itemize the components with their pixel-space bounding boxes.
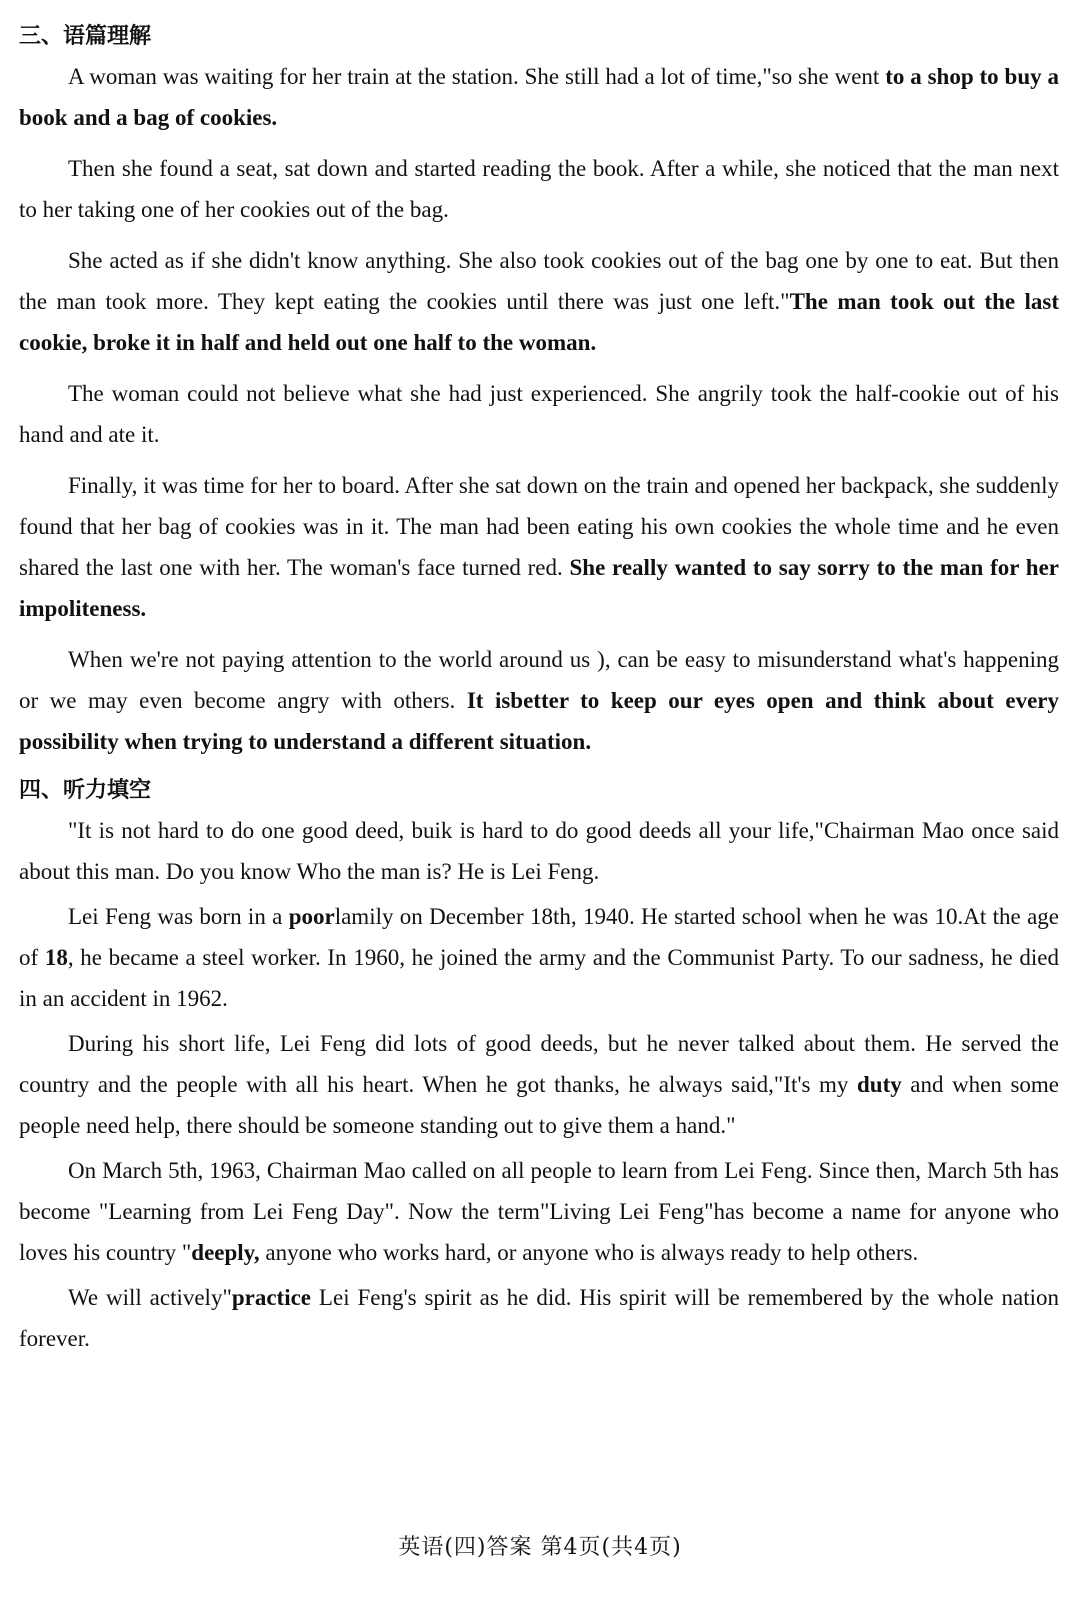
paragraph <box>19 1023 1059 1146</box>
answer-text: The man took out the last cookie, broke it in half and held out one half to the woman. <box>19 289 1059 355</box>
answer-text: 18 <box>44 945 68 970</box>
passage-text: We will actively" <box>68 1285 232 1310</box>
passage-text: The woman could not believe what she had just experienced. She angrily took the half-cookie out of his hand and ate it. <box>19 381 1059 447</box>
paragraph <box>19 1277 1059 1359</box>
passage-text: When we're not paying attention to the world around us ), can be easy to misunderstand what's happening or we may even become angry with others. <box>19 647 1059 713</box>
passage-text: Then she found a seat, sat down and started reading the book. After a while, she noticed that the man next to her taking one of her cookies out of the bag. <box>19 156 1059 222</box>
passage-text: Lei Feng's spirit as he did. His spirit will be remembered by the whole nation forever. <box>19 1285 1059 1351</box>
passage-text: lamily on December 18th, 1940. He started school when he was 10.At the age of <box>19 904 1059 970</box>
passage-text: , he became a steel worker. In 1960, he joined the army and the Communist Party. To our sadness, he died in an accident in 1962. <box>19 945 1059 1011</box>
answer-text: deeply, <box>191 1240 260 1265</box>
answer-text: poor <box>288 904 335 929</box>
passage-text: During his short life, Lei Feng did lots of good deeds, but he never talked about them. He served the country and the people with all his heart. When he got thanks, he always said,"It's my <box>19 1031 1059 1097</box>
passage-text: A woman was waiting for her train at the station. She still had a lot of time,"so she went <box>68 64 886 89</box>
answer-text: She really wanted to say sorry to the man for her impoliteness. <box>19 555 1059 621</box>
passage-text: Lei Feng was born in a <box>68 904 289 929</box>
section-3-heading: 三、语篇理解 <box>19 24 152 49</box>
answer-page <box>19 18 1059 1363</box>
passage-text: She acted as if she didn't know anything. She also took cookies out of the bag one by one to eat. But then the man took more. They kept eating the cookies until there was just one left." <box>19 248 1059 314</box>
section-4-body <box>19 810 1059 1359</box>
passage-text: On March 5th, 1963, Chairman Mao called on all people to learn from Lei Feng. Since then, March 5th has become "Learning from Lei Feng Day". Now the term"Living Lei Feng"has become a name for anyone who loves his country " <box>19 1158 1059 1265</box>
answer-text: practice <box>231 1285 312 1310</box>
paragraph <box>19 56 1059 138</box>
paragraph <box>19 810 1059 892</box>
section-3-body <box>19 56 1059 762</box>
section-4-heading: 四、听力填空 <box>19 778 152 803</box>
paragraph <box>19 240 1059 363</box>
paragraph <box>19 896 1059 1019</box>
passage-text: and when some people need help, there should be someone standing out to give them a hand." <box>19 1072 1059 1138</box>
answer-text: duty <box>856 1072 902 1097</box>
passage-text: anyone who works hard, or anyone who is always ready to help others. <box>259 1240 919 1265</box>
paragraph <box>19 639 1059 762</box>
paragraph <box>19 1150 1059 1273</box>
paragraph <box>19 373 1059 455</box>
passage-text: "It is not hard to do one good deed, buik is hard to do good deeds all your life,"Chairman Mao once said about this man. Do you know Who the man is? He is Lei Feng. <box>19 818 1059 884</box>
answer-text: It isbetter to keep our eyes open and think about every possibility when trying to understand a different situation. <box>19 688 1059 754</box>
page-footer: 英语(四)答案 第4页(共4页) <box>398 1535 682 1560</box>
answer-text: to a shop to buy a book and a bag of cookies. <box>19 64 1060 130</box>
paragraph <box>19 148 1059 230</box>
passage-text: Finally, it was time for her to board. After she sat down on the train and opened her backpack, she suddenly found that her bag of cookies was in it. The man had been eating his own cookies the whole time and he even shared the last one with her. The woman's face turned red. <box>19 473 1059 580</box>
paragraph <box>19 465 1059 629</box>
